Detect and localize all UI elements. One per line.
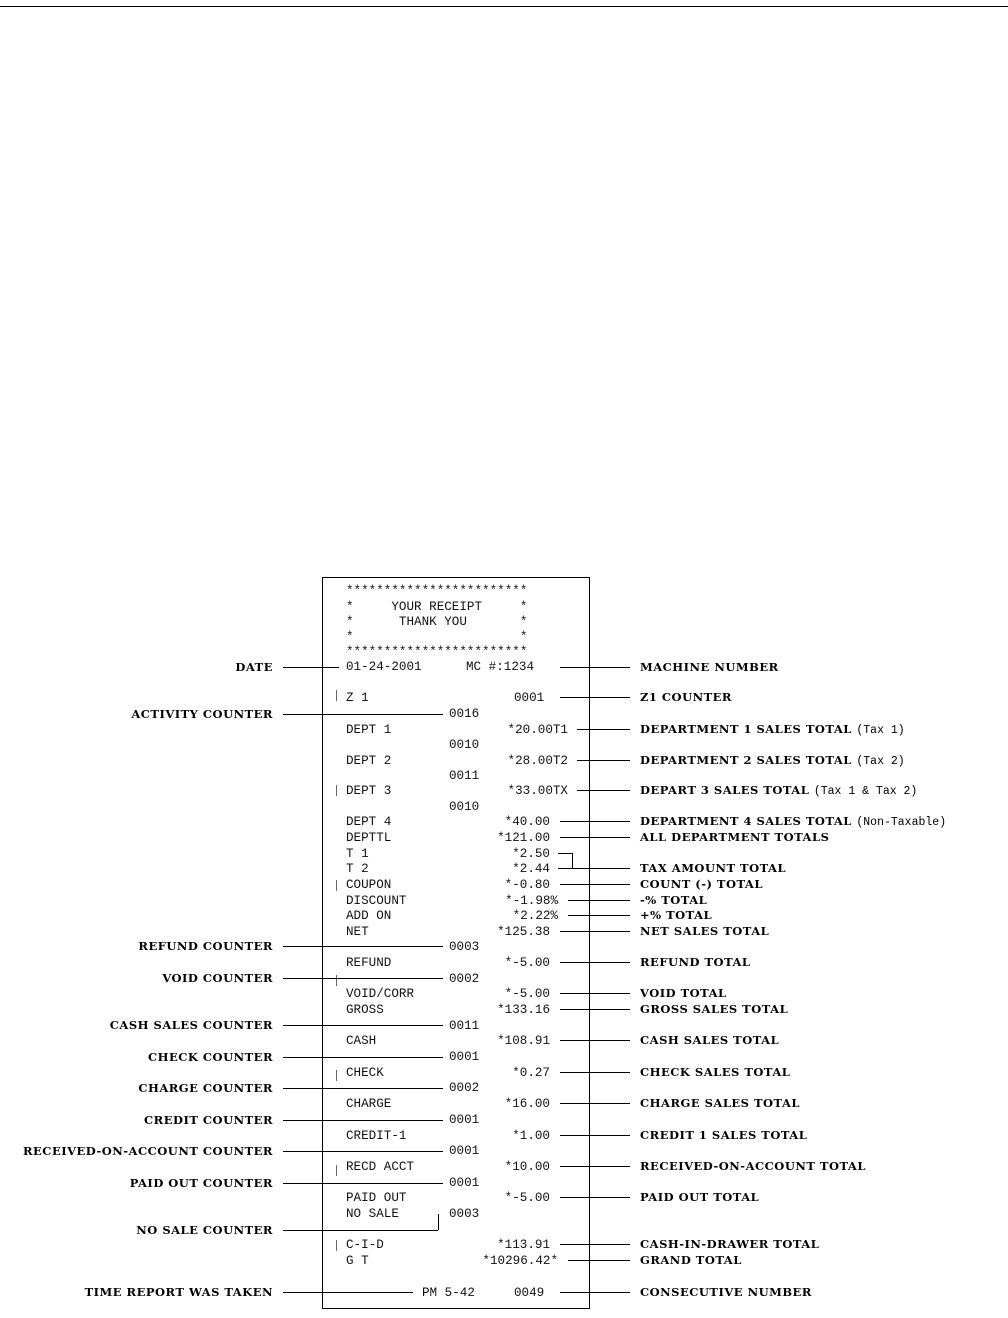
receipt-time: PM 5-42	[422, 1286, 475, 1300]
label-all-department-totals: ALL DEPARTMENT TOTALS	[640, 830, 830, 844]
receipt-cash-label: CASH	[346, 1034, 377, 1048]
edge-tick	[336, 1165, 337, 1176]
leader-tax-t1	[558, 853, 572, 854]
leader-credit	[560, 1135, 630, 1136]
leader-minus-pct	[568, 900, 630, 901]
edge-tick	[336, 880, 337, 891]
receipt-coupon-total: *-0.80	[504, 878, 550, 892]
leader-dept3	[577, 790, 630, 791]
receipt-machine-number: MC #:1234	[466, 660, 535, 674]
receipt-stars-bottom: ************************	[346, 645, 528, 659]
receipt-dept2-total: *28.00T2	[507, 754, 568, 768]
label-machine-number: MACHINE NUMBER	[640, 660, 779, 674]
label-plus-pct-total: +% TOTAL	[640, 908, 713, 922]
receipt-cash-total: *108.91	[497, 1034, 550, 1048]
leader-nosale-counter	[283, 1230, 438, 1231]
label-tax-amount-total: TAX AMOUNT TOTAL	[640, 861, 787, 875]
leader-nosale-counter-riser	[438, 1214, 439, 1230]
receipt-header-line3: * *	[346, 630, 528, 644]
receipt-depttl-total: *121.00	[497, 831, 550, 845]
receipt-dept3-count: 0010	[449, 800, 480, 814]
receipt-stars-top: ************************	[346, 584, 528, 598]
receipt-refund-total: *-5.00	[504, 956, 550, 970]
receipt-refund-counter: 0003	[449, 940, 480, 954]
leader-refund-counter	[283, 946, 443, 947]
leader-refund	[560, 962, 630, 963]
leader-machine-number	[560, 667, 630, 668]
receipt-header-line2: * THANK YOU *	[346, 615, 528, 629]
receipt-t1-total: *2.50	[512, 847, 550, 861]
receipt-gross-total: *133.16	[497, 1003, 550, 1017]
receipt-t2-label: T 2	[346, 862, 369, 876]
receipt-header-line1: * YOUR RECEIPT *	[346, 600, 528, 614]
label-grand-total: GRAND TOTAL	[640, 1253, 742, 1267]
leader-recd-counter	[283, 1151, 443, 1152]
receipt-discount-total: *-1.98%	[505, 894, 558, 908]
receipt-discount-label: DISCOUNT	[346, 894, 407, 908]
receipt-charge-total: *16.00	[504, 1097, 550, 1111]
leader-paidout	[560, 1197, 630, 1198]
receipt-dept1-count: 0010	[449, 738, 480, 752]
receipt-paidout-total: *-5.00	[504, 1191, 550, 1205]
receipt-dept1-label: DEPT 1	[346, 723, 392, 737]
receipt-depttl-label: DEPTTL	[346, 831, 392, 845]
receipt-charge-label: CHARGE	[346, 1097, 392, 1111]
leader-charge-counter	[283, 1088, 443, 1089]
receipt-dept4-label: DEPT 4	[346, 815, 392, 829]
label-void-counter: VOID COUNTER	[162, 971, 273, 985]
label-net-sales-total: NET SALES TOTAL	[640, 924, 770, 938]
leader-dept4	[560, 821, 630, 822]
receipt-coupon-label: COUPON	[346, 878, 392, 892]
receipt-dept2-count: 0011	[449, 769, 480, 783]
receipt-check-total: *0.27	[512, 1066, 550, 1080]
leader-void-counter	[283, 978, 443, 979]
leader-tax-total	[558, 868, 630, 869]
receipt-charge-counter: 0002	[449, 1081, 480, 1095]
receipt-date: 01-24-2001	[346, 660, 422, 674]
receipt-consecutive: 0049	[514, 1286, 545, 1300]
receipt-credit-total: *1.00	[512, 1129, 550, 1143]
receipt-dept2-label: DEPT 2	[346, 754, 392, 768]
leader-cash-counter	[283, 1025, 443, 1026]
label-cash-in-drawer-total: CASH-IN-DRAWER TOTAL	[640, 1237, 820, 1251]
receipt-nosale-label: NO SALE	[346, 1207, 399, 1221]
label-refund-counter: REFUND COUNTER	[138, 939, 273, 953]
label-charge-sales-total: CHARGE SALES TOTAL	[640, 1096, 800, 1110]
receipt-paidout-counter: 0001	[449, 1176, 480, 1190]
label-dept1-total: DEPARTMENT 1 SALES TOTAL (Tax 1)	[640, 722, 905, 737]
leader-tax-bracket	[572, 853, 573, 868]
label-dept4-total: DEPARTMENT 4 SALES TOTAL (Non-Taxable)	[640, 814, 947, 829]
receipt-t1-label: T 1	[346, 847, 369, 861]
leader-check	[560, 1072, 630, 1073]
receipt-z1-counter: 0001	[514, 691, 545, 705]
receipt-dept4-total: *40.00	[504, 815, 550, 829]
receipt-addon-label: ADD ON	[346, 909, 392, 923]
receipt-gt-label: G T	[346, 1254, 369, 1268]
receipt-void-total: *-5.00	[504, 987, 550, 1001]
leader-alldept	[560, 837, 630, 838]
leader-check-counter	[283, 1057, 443, 1058]
label-z1-counter: Z1 COUNTER	[640, 690, 732, 704]
receipt-dept1-total: *20.00T1	[507, 723, 568, 737]
receipt-t2-total: *2.44	[512, 862, 550, 876]
label-refund-total: REFUND TOTAL	[640, 955, 751, 969]
receipt-cid-total: *113.91	[497, 1238, 550, 1252]
receipt-cash-counter: 0011	[449, 1019, 480, 1033]
label-paid-out-counter: PAID OUT COUNTER	[129, 1176, 273, 1190]
receipt-credit-label: CREDIT-1	[346, 1129, 407, 1143]
edge-tick	[336, 1240, 337, 1251]
leader-plus-pct	[568, 915, 630, 916]
receipt-paidout-label: PAID OUT	[346, 1191, 407, 1205]
leader-cid	[560, 1244, 630, 1245]
label-gross-sales-total: GROSS SALES TOTAL	[640, 1002, 789, 1016]
leader-consecutive	[560, 1292, 630, 1293]
label-check-counter: CHECK COUNTER	[147, 1050, 273, 1064]
label-minus-pct-total: -% TOTAL	[640, 893, 708, 907]
receipt-activity-counter: 0016	[449, 707, 480, 721]
receipt-cid-label: C-I-D	[346, 1238, 384, 1252]
label-dept3-total: DEPART 3 SALES TOTAL (Tax 1 & Tax 2)	[640, 783, 918, 798]
leader-z1-counter	[560, 697, 630, 698]
receipt-check-counter: 0001	[449, 1050, 480, 1064]
label-cash-sales-counter: CASH SALES COUNTER	[109, 1018, 273, 1032]
leader-activity-counter	[283, 714, 443, 715]
top-rule	[0, 6, 1008, 7]
receipt-dept3-total: *33.00TX	[507, 784, 568, 798]
leader-gross	[560, 1009, 630, 1010]
label-paid-out-total: PAID OUT TOTAL	[640, 1190, 760, 1204]
label-time-report-taken: TIME REPORT WAS TAKEN	[84, 1285, 273, 1299]
receipt-check-label: CHECK	[346, 1066, 384, 1080]
receipt-refund-label: REFUND	[346, 956, 392, 970]
leader-dept1	[577, 729, 630, 730]
receipt-gross-label: GROSS	[346, 1003, 384, 1017]
label-dept2-total: DEPARTMENT 2 SALES TOTAL (Tax 2)	[640, 753, 905, 768]
receipt-void-counter: 0002	[449, 972, 480, 986]
receipt-recd-label: RECD ACCT	[346, 1160, 415, 1174]
receipt-net-total: *125.38	[497, 925, 550, 939]
leader-net	[560, 931, 630, 932]
receipt-nosale-counter: 0003	[449, 1207, 480, 1221]
leader-void	[560, 993, 630, 994]
receipt-void-label: VOID/CORR	[346, 987, 415, 1001]
leader-count	[560, 884, 630, 885]
leader-credit-counter	[283, 1120, 443, 1121]
receipt-recd-total: *10.00	[504, 1160, 550, 1174]
edge-tick	[336, 690, 337, 701]
leader-time	[283, 1292, 413, 1293]
label-date: DATE	[235, 660, 273, 674]
label-credit1-sales-total: CREDIT 1 SALES TOTAL	[640, 1128, 808, 1142]
edge-tick	[336, 975, 337, 986]
label-consecutive-number: CONSECUTIVE NUMBER	[640, 1285, 812, 1299]
edge-tick	[336, 1070, 337, 1081]
label-no-sale-counter: NO SALE COUNTER	[136, 1223, 273, 1237]
label-credit-counter: CREDIT COUNTER	[144, 1113, 273, 1127]
label-cash-sales-total: CASH SALES TOTAL	[640, 1033, 780, 1047]
leader-date	[283, 667, 339, 668]
edge-tick	[336, 785, 337, 796]
leader-cash	[560, 1040, 630, 1041]
leader-charge	[560, 1103, 630, 1104]
label-void-total: VOID TOTAL	[640, 986, 727, 1000]
label-received-on-account-total: RECEIVED-ON-ACCOUNT TOTAL	[640, 1159, 866, 1173]
leader-paidout-counter	[283, 1183, 443, 1184]
label-received-on-account-counter: RECEIVED-ON-ACCOUNT COUNTER	[22, 1144, 273, 1158]
receipt-credit-counter: 0001	[449, 1113, 480, 1127]
receipt-gt-total: *10296.42*	[482, 1254, 558, 1268]
leader-dept2	[577, 760, 630, 761]
label-check-sales-total: CHECK SALES TOTAL	[640, 1065, 791, 1079]
label-activity-counter: ACTIVITY COUNTER	[131, 707, 273, 721]
leader-gt	[568, 1260, 630, 1261]
receipt-dept3-label: DEPT 3	[346, 784, 392, 798]
receipt-net-label: NET	[346, 925, 369, 939]
receipt-z1-label: Z 1	[346, 691, 369, 705]
leader-recd	[560, 1166, 630, 1167]
receipt-recd-counter: 0001	[449, 1144, 480, 1158]
label-charge-counter: CHARGE COUNTER	[138, 1081, 273, 1095]
label-count-total: COUNT (-) TOTAL	[640, 877, 763, 891]
receipt-addon-total: *2.22%	[512, 909, 558, 923]
